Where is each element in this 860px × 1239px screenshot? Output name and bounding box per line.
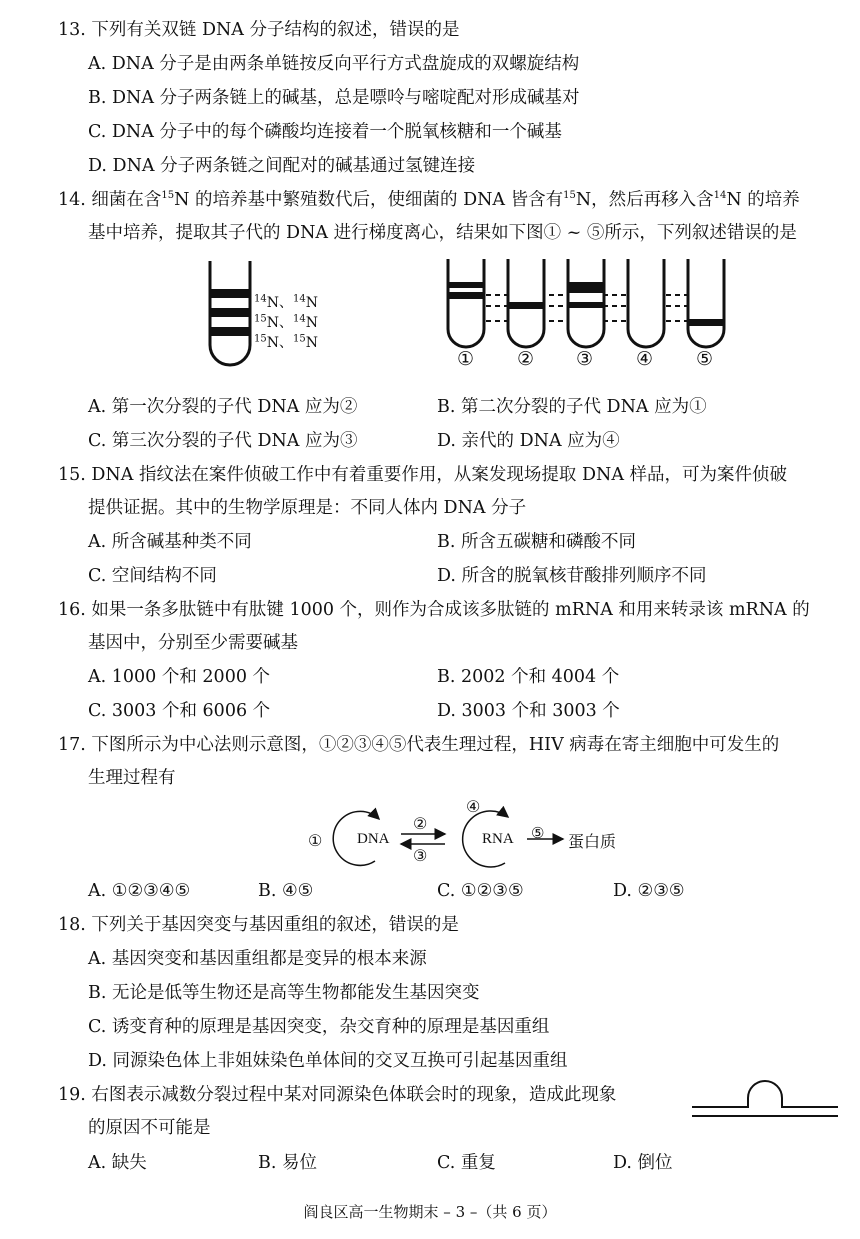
isotope-mark: 14 xyxy=(292,313,306,325)
q15-stem-line2: 提供证据。其中的生物学原理是：不同人体内 DNA 分子 xyxy=(88,498,527,518)
q14-stem-text: N 的培养 xyxy=(726,190,800,210)
q19-option-c: C. 重复 xyxy=(437,1153,496,1173)
tube-label-5: ⑤ xyxy=(696,348,714,370)
q19-option-b: B. 易位 xyxy=(258,1153,317,1173)
q14-stem-line1 xyxy=(58,187,800,213)
q16-option-b: B. 2002 个和 4004 个 xyxy=(437,667,620,687)
q16-stem-line1: 16. 如果一条多肽链中有肽键 1000 个，则作为合成该多肽链的 mRNA 和用来转录该 mRNA 的 xyxy=(58,600,810,620)
q17-option-c: C. ①②③⑤ xyxy=(437,881,524,901)
process-2-label: ② xyxy=(413,814,428,833)
tube-label-4: ④ xyxy=(636,348,654,370)
chromosome-with-loop xyxy=(692,1081,838,1107)
chromosome-loop-figure xyxy=(690,1080,840,1130)
isotope-mark: 14 xyxy=(713,190,727,202)
q18-stem: 18. 下列关于基因突变与基因重组的叙述，错误的是 xyxy=(58,915,459,935)
q17-option-d: D. ②③⑤ xyxy=(613,881,685,901)
q18-option-b: B. 无论是低等生物还是高等生物都能发生基因突变 xyxy=(88,983,480,1003)
q14-stem-line2: 基中培养，提取其子代的 DNA 进行梯度离心，结果如下图① ~ ⑤所示，下列叙述错误的是 xyxy=(88,223,797,243)
q16-stem-line2: 基因中，分别至少需要碱基 xyxy=(88,633,298,653)
q17-stem-line2: 生理过程有 xyxy=(88,768,176,788)
dna-label: DNA xyxy=(357,831,390,847)
isotope-mark: 15 xyxy=(563,190,576,202)
tube-5 xyxy=(688,259,724,347)
q14-option-c: C. 第三次分裂的子代 DNA 应为③ xyxy=(88,431,358,451)
band-15n-14n xyxy=(210,308,250,317)
q18-option-d: D. 同源染色体上非姐妹染色单体间的交叉互换可引起基因重组 xyxy=(88,1051,568,1071)
tube-4 xyxy=(628,259,664,347)
legend-text: N、 xyxy=(266,335,293,351)
q14-option-d: D. 亲代的 DNA 应为④ xyxy=(437,431,620,451)
q19-stem-line2: 的原因不可能是 xyxy=(88,1118,211,1138)
q19-option-d: D. 倒位 xyxy=(613,1153,673,1173)
q19-stem-line1: 19. 右图表示减数分裂过程中某对同源染色体联会时的现象，造成此现象 xyxy=(58,1085,617,1105)
process-1-label: ① xyxy=(308,831,323,850)
tube-3-band-mid xyxy=(568,302,604,308)
isotope-mark: 14 xyxy=(254,293,267,305)
q13-option-d: D. DNA 分子两条链之间配对的碱基通过氢键连接 xyxy=(88,156,476,176)
q17-option-b: B. ④⑤ xyxy=(258,881,314,901)
tube-1-band-top xyxy=(448,282,484,288)
tube-2-band xyxy=(508,302,544,309)
tube-label-1: ① xyxy=(457,348,475,370)
q16-option-a: A. 1000 个和 2000 个 xyxy=(88,667,271,687)
q18-option-a: A. 基因突变和基因重组都是变异的根本来源 xyxy=(88,949,427,969)
q16-option-d: D. 3003 个和 3003 个 xyxy=(437,701,620,721)
process-3-label: ③ xyxy=(413,846,428,865)
tube-1 xyxy=(448,259,484,347)
isotope-mark: 15 xyxy=(292,333,306,345)
band-15n-15n xyxy=(210,327,250,336)
legend-row-2 xyxy=(254,314,318,332)
page-footer: 阎良区高一生物期末 – 3 –（共 6 页） xyxy=(303,1203,557,1221)
q14-option-b: B. 第二次分裂的子代 DNA 应为① xyxy=(437,397,707,417)
rna-label: RNA xyxy=(482,831,514,847)
isotope-mark: 15 xyxy=(254,313,267,325)
q15-option-d: D. 所含的脱氧核苷酸排列顺序不同 xyxy=(437,566,707,586)
q15-option-b: B. 所含五碳糖和磷酸不同 xyxy=(437,532,636,552)
tube-1-band-mid xyxy=(448,292,484,299)
q16-option-c: C. 3003 个和 6006 个 xyxy=(88,701,271,721)
tube-label-3: ③ xyxy=(576,348,594,370)
q15-stem-line1: 15. DNA 指纹法在案件侦破工作中有着重要作用，从案发现场提取 DNA 样品，可为案件侦破 xyxy=(58,465,788,485)
protein-label: 蛋白质 xyxy=(568,832,617,851)
legend-text: N、 xyxy=(266,295,293,311)
q17-stem-line1: 17. 下图所示为中心法则示意图，①②③④⑤代表生理过程，HIV 病毒在寄主细胞中可发生的 xyxy=(58,735,780,755)
q14-option-a: A. 第一次分裂的子代 DNA 应为② xyxy=(88,397,358,417)
q19-option-a: A. 缺失 xyxy=(88,1153,147,1173)
isotope-mark: 15 xyxy=(161,190,175,202)
legend-row-1 xyxy=(254,294,318,312)
legend-text: N xyxy=(305,315,318,331)
legend-row-3 xyxy=(254,334,318,352)
tube-5-band xyxy=(688,319,724,326)
legend-text: N xyxy=(305,335,318,351)
tube-label-2: ② xyxy=(517,348,535,370)
legend-text: N、 xyxy=(266,315,293,331)
process-5-label: ⑤ xyxy=(531,824,545,842)
q13-option-c: C. DNA 分子中的每个磷酸均连接着一个脱氧核糖和一个碱基 xyxy=(88,122,562,142)
q14-stem-text: 14. 细菌在含 xyxy=(58,190,162,210)
isotope-mark: 15 xyxy=(254,333,267,345)
q17-option-a: A. ①②③④⑤ xyxy=(88,881,191,901)
band-14n-14n xyxy=(210,289,250,298)
q18-option-c: C. 诱变育种的原理是基因突变，杂交育种的原理是基因重组 xyxy=(88,1017,550,1037)
q14-stem-text: N 的培养基中繁殖数代后，使细菌的 DNA 皆含有 xyxy=(174,190,564,210)
legend-text: N xyxy=(305,295,318,311)
q14-stem-text: N，然后再移入含 xyxy=(575,190,714,210)
isotope-mark: 14 xyxy=(292,293,306,305)
process-4-label: ④ xyxy=(466,797,481,816)
q15-option-c: C. 空间结构不同 xyxy=(88,566,217,586)
q13-option-a: A. DNA 分子是由两条单链按反向平行方式盘旋成的双螺旋结构 xyxy=(88,54,580,74)
q15-option-a: A. 所含碱基种类不同 xyxy=(88,532,252,552)
tube-3-band-top xyxy=(568,282,604,293)
q13-option-b: B. DNA 分子两条链上的碱基，总是嘌呤与嘧啶配对形成碱基对 xyxy=(88,88,580,108)
q13-stem: 13. 下列有关双链 DNA 分子结构的叙述，错误的是 xyxy=(58,20,460,40)
